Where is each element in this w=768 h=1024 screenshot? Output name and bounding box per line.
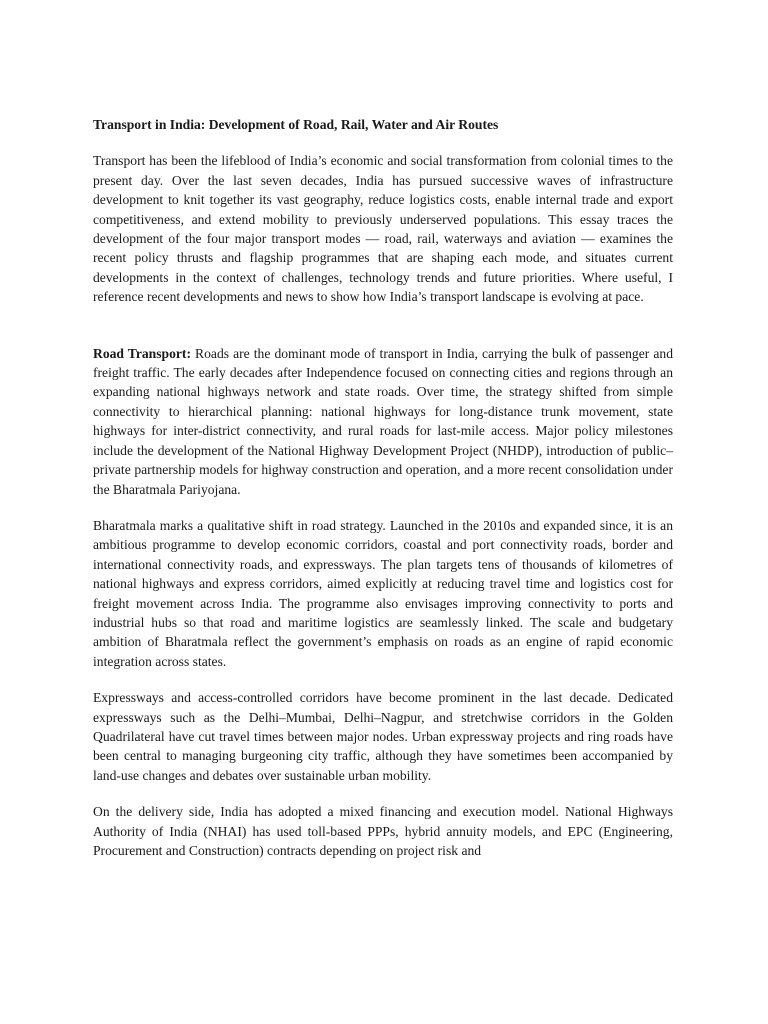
intro-paragraph: Transport has been the lifeblood of India’s economic and social transformation from colonial times to the present day. Over the last seven decades, India has pursued successive waves of infrastructure development to knit together its vast geography, reduce logistics costs, enable internal trade and export competitiveness, and extend mobility to previously underserved populations. This essay traces the development of the four major transport modes — road, rail, waterways and aviation — examines the recent policy thrusts and flagship programmes that are shaping each mode, and situates current developments in the context of challenges, technology trends and future priorities. Where useful, I reference recent developments and news to show how India’s transport landscape is evolving at pace. — [93, 153, 673, 305]
delivery-paragraph: On the delivery side, India has adopted a mixed financing and execution model. National Highways Authority of India (NHAI) has used toll-based PPPs, hybrid annuity models, and EPC (Engineering, Procurement and Construction) contracts depending on project risk and — [93, 804, 673, 858]
road-transport-paragraph — [93, 344, 673, 499]
bharatmala-paragraph: Bharatmala marks a qualitative shift in road strategy. Launched in the 2010s and expanded since, it is an ambitious programme to develop economic corridors, coastal and port connectivity roads, border and international connectivity roads, and expressways. The plan targets tens of thousands of kilometres of national highways and express corridors, aimed explicitly at reducing travel time and logistics cost for freight movement across India. The programme also envisages improving connectivity to ports and industrial hubs so that road and maritime logistics are seamlessly linked. The scale and budgetary ambition of Bharatmala reflect the government’s emphasis on roads as an engine of rapid economic integration across states. — [93, 517, 673, 669]
document-body — [93, 115, 673, 877]
road-transport-heading: Road Transport: — [93, 345, 191, 361]
expressways-paragraph: Expressways and access-controlled corridors have become prominent in the last decade. Dedicated expressways such as the Delhi–Mumbai, Delhi–Nagpur, and stretchwise corridors in the Golden Quadrilateral have cut travel times between major nodes. Urban expressway projects and ring roads have been central to managing burgeoning city traffic, although they have sometimes been accompanied by land-use changes and debates over sustainable urban mobility. — [93, 690, 673, 783]
document-title: Transport in India: Development of Road, Rail, Water and Air Routes — [93, 117, 499, 132]
road-transport-text: Roads are the dominant mode of transport in India, carrying the bulk of passenger and freight traffic. The early decades after Independence focused on connecting cities and regions through an expanding national highways network and state roads. Over time, the strategy shifted from simple connectivity to hierarchical planning: national highways for long-distance trunk movement, state highways for inter-district connectivity, and rural roads for last-mile access. Major policy milestones include the development of the National Highway Development Project (NHDP), introduction of public–private partnership models for highway construction and operation, and a more recent consolidation under the Bharatmala Pariyojana. — [93, 345, 673, 497]
